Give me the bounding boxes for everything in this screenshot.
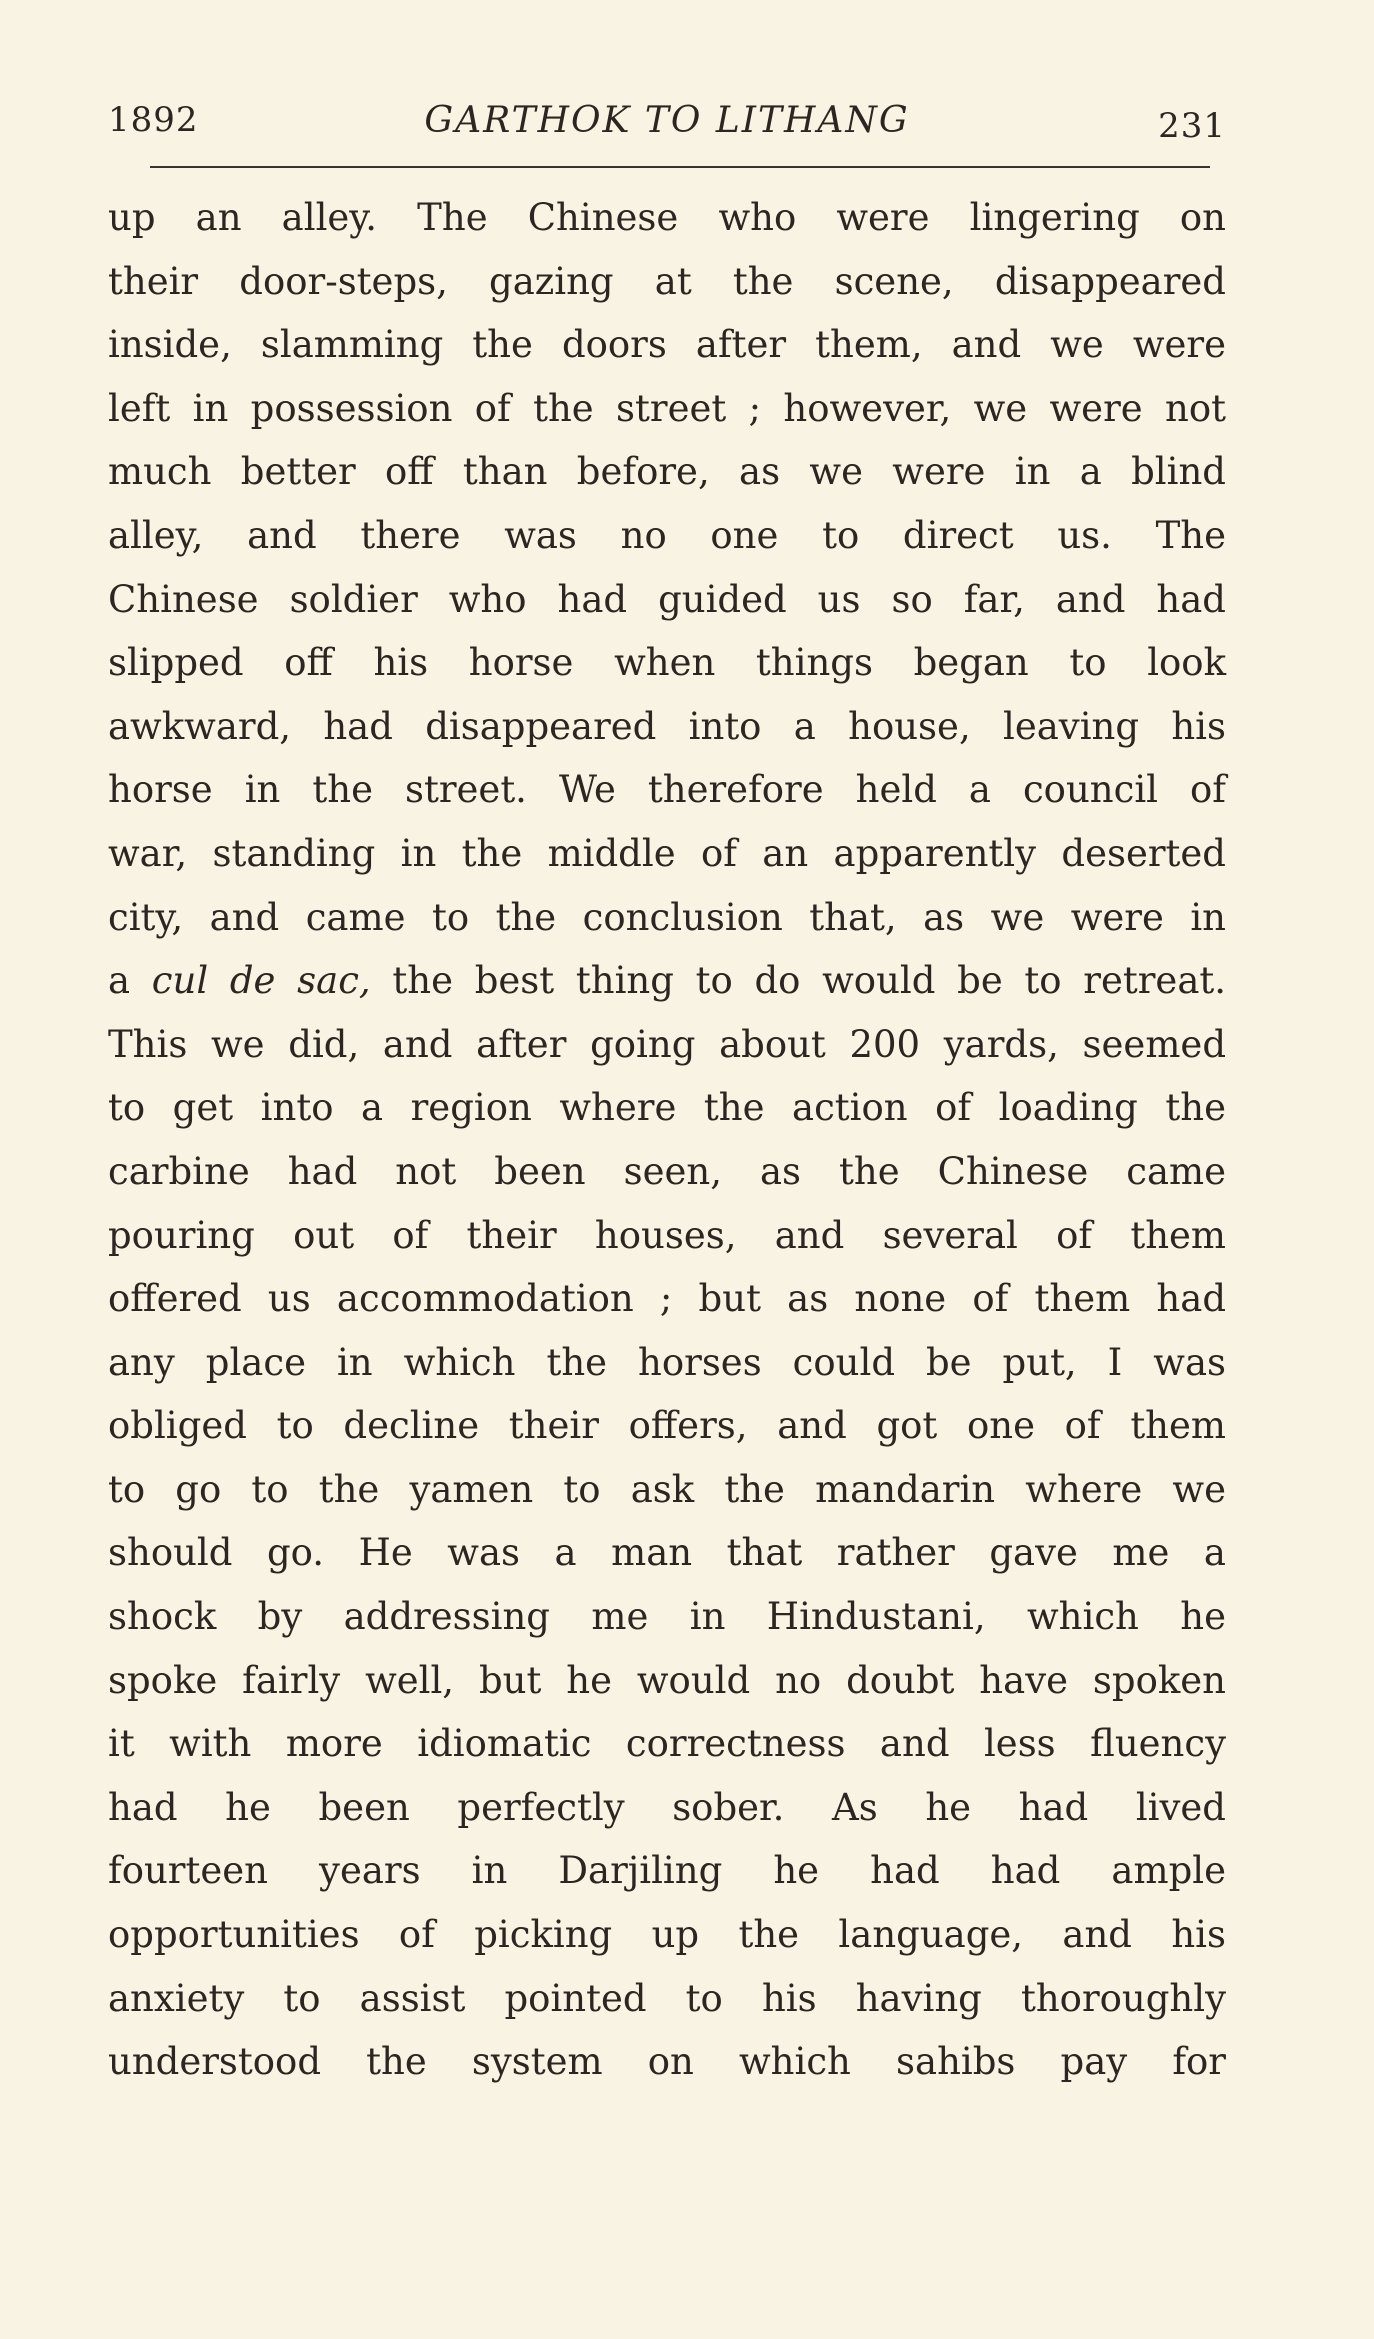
text-line-14: This we did, and after going about 200 yards, seemed bbox=[108, 1022, 1226, 1066]
body-text bbox=[108, 186, 1226, 2094]
text-line-4: left in possession of the street ; however, we were not bbox=[108, 386, 1226, 430]
text-line-11: war, standing in the middle of an apparently deserted bbox=[108, 831, 1226, 875]
italic-phrase: cul de sac, bbox=[151, 959, 371, 1003]
text-line-27: fourteen years in Darjiling he had had ample bbox=[108, 1849, 1226, 1893]
text-line-16: carbine had not been seen, as the Chinese came bbox=[108, 1149, 1226, 1193]
text-line-13-prefix: a bbox=[108, 959, 131, 1003]
header-rule bbox=[150, 166, 1210, 168]
page-number: 231 bbox=[1158, 106, 1226, 146]
text-line-18: offered us accommodation ; but as none of them had bbox=[108, 1277, 1226, 1321]
text-line-17: pouring out of their houses, and several of them bbox=[108, 1213, 1226, 1257]
text-line-26: had he been perfectly sober. As he had lived bbox=[108, 1785, 1226, 1829]
text-line-28: opportunities of picking up the language, and his bbox=[108, 1913, 1226, 1957]
text-line-9: awkward, had disappeared into a house, leaving his bbox=[108, 704, 1226, 748]
text-line-23: shock by addressing me in Hindustani, which he bbox=[108, 1595, 1226, 1639]
text-line-6: alley, and there was no one to direct us. The bbox=[108, 513, 1226, 557]
text-line-21: to go to the yamen to ask the mandarin where we bbox=[108, 1467, 1226, 1511]
text-line-24: spoke fairly well, but he would no doubt have spoken bbox=[108, 1658, 1226, 1702]
text-line-5: much better off than before, as we were in a blind bbox=[108, 450, 1226, 494]
text-line-2: their door-steps, gazing at the scene, disappeared bbox=[108, 259, 1226, 303]
text-line-15: to get into a region where the action of loading the bbox=[108, 1086, 1226, 1130]
running-title: GARTHOK TO LITHANG bbox=[424, 100, 910, 141]
text-line-19: any place in which the horses could be put, I was bbox=[108, 1340, 1226, 1384]
text-line-20: obliged to decline their offers, and got one of them bbox=[108, 1404, 1226, 1448]
text-line-30: understood the system on which sahibs pay for bbox=[108, 2040, 1226, 2084]
text-line-8: slipped off his horse when things began to look bbox=[108, 641, 1226, 685]
text-line-13 bbox=[108, 949, 1226, 1013]
text-line-29: anxiety to assist pointed to his having thoroughly bbox=[108, 1976, 1226, 2020]
page-header bbox=[108, 100, 1226, 150]
text-line-25: it with more idiomatic correctness and less fluency bbox=[108, 1722, 1226, 1766]
text-line-12: city, and came to the conclusion that, as we were in bbox=[108, 895, 1226, 939]
header-year: 1892 bbox=[108, 100, 199, 140]
text-line-3: inside, slamming the doors after them, and we were bbox=[108, 323, 1226, 367]
text-line-22: should go. He was a man that rather gave me a bbox=[108, 1531, 1226, 1575]
text-line-13-rest: the best thing to do would be to retreat. bbox=[392, 959, 1227, 1003]
text-line-7: Chinese soldier who had guided us so far, and had bbox=[108, 577, 1226, 621]
text-line-1: up an alley. The Chinese who were lingering on bbox=[108, 196, 1226, 239]
text-line-10: horse in the street. We therefore held a council of bbox=[108, 768, 1226, 812]
